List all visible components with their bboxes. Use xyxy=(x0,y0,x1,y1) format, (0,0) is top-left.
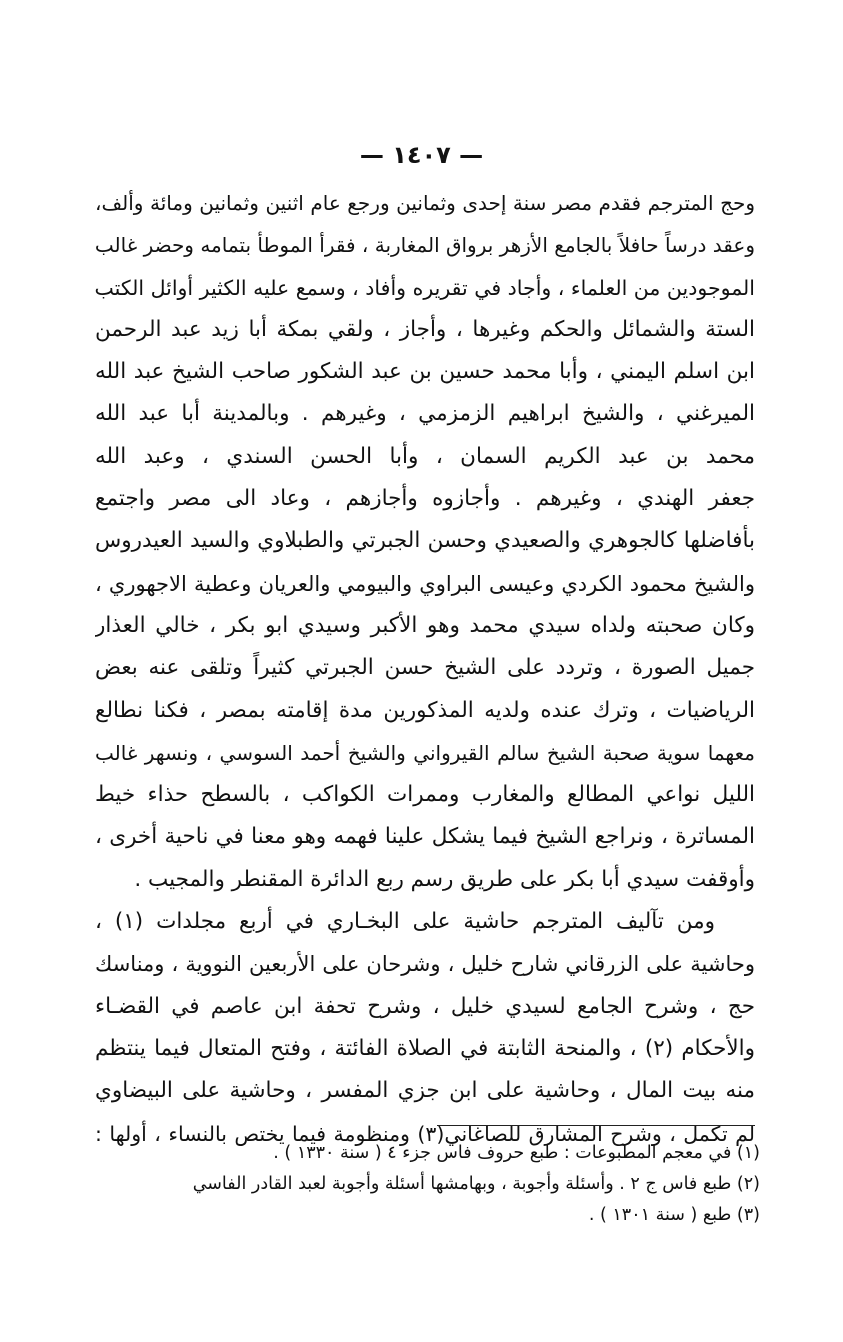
text-line: الليل نواعي المطالع والمغارب وممرات الكواكب ، بالسطح حذاء خيط xyxy=(95,782,755,808)
text-line: بأفاضلها كالجوهري والصعيدي وحسن الجبرتي والطبلاوي والسيد العيدروس xyxy=(95,528,755,554)
text-line: جعفر الهندي ، وغيرهم . وأجازوه وأجازهم ، وعاد الى مصر واجتمع xyxy=(95,486,755,512)
text-line: الميرغني ، والشيخ ابراهيم الزمزمي ، وغيرهم . وبالمدينة أبا عبد الله xyxy=(95,401,755,427)
text-line: معهما سوية صحبة الشيخ سالم القيرواني والشيخ أحمد السوسي ، ونسهر غالب xyxy=(95,740,755,765)
page-number: — ١٤٠٧ — xyxy=(359,141,484,169)
text-line: والأحكام (٢) ، والمنحة الثابتة في الصلاة الفائتة ، وفتح المتعال فيما ينتظم xyxy=(95,1035,755,1061)
text-line: ابن اسلم اليمني ، وأبا محمد حسين بن عبد الشكور صاحب الشيخ عبد الله xyxy=(95,359,755,385)
text-line: محمد بن عبد الكريم السمان ، وأبا الحسن السندي ، وعبد الله xyxy=(95,443,755,469)
main-text xyxy=(95,182,755,1155)
text-line: الستة والشمائل والحكم وغيرها ، وأجاز ، ولقي بمكة أبا زيد عبد الرحمن xyxy=(95,316,755,342)
text-line: وكان صحبته ولداه سيدي محمد وهو الأكبر وسيدي ابو بكر ، خالي العذار xyxy=(95,612,755,638)
paragraph-works xyxy=(95,901,755,1155)
text-line: الموجودين من العلماء ، وأجاد في تقريره وأفاد ، وسمع عليه الكثير أوائل الكتب xyxy=(95,275,755,300)
text-line: وحاشية على الزرقاني شارح خليل ، وشرحان على الأربعين النووية ، ومناسك xyxy=(95,952,755,977)
text-line: وحج المترجم فقدم مصر سنة إحدى وثمانين ورجع عام اثنين وثمانين ومائة وألف، xyxy=(95,191,755,215)
footnote-1: (١) في معجم المطبوعات : طبع حروف فاس جزء ٤ ( سنة ١٣٣٠ ) . xyxy=(273,1143,760,1163)
footnote-2: (٢) طبع فاس ج ٢ . وأسئلة وأجوبة ، وبهامشها أسئلة وأجوبة لعبد القادر الفاسي xyxy=(192,1174,760,1194)
footnotes xyxy=(95,1138,760,1231)
footnote-divider xyxy=(437,1125,755,1126)
text-line: وأوقفت سيدي أبا بكر على طريق رسم ربع الدائرة المقنطر والمجيب . xyxy=(134,866,755,892)
text-line: الرياضيات ، وترك عنده ولديه المذكورين مدة إقامته بمصر ، فكنا نطالع xyxy=(95,697,755,723)
text-line: ومن تآليف المترجم حاشية على البخـاري في أربع مجلدات (١) ، xyxy=(95,909,715,935)
text-line: منه بيت المال ، وحاشية على ابن جزي المفسر ، وحاشية على البيضاوي xyxy=(95,1078,755,1104)
text-line: جميل الصورة ، وتردد على الشيخ حسن الجبرتي كثيراً وتلقى عنه بعض xyxy=(95,655,755,681)
text-line: والشيخ محمود الكردي وعيسى البراوي والبيومي والعريان وعطية الاجهوري ، xyxy=(95,571,755,596)
footnote-3: (٣) طبع ( سنة ١٣٠١ ) . xyxy=(588,1205,760,1225)
text-line: وعقد درساً حافلاً بالجامع الأزهر برواق المغاربة ، فقرأ الموطأ بتمامه وحضر غالب xyxy=(95,233,755,258)
text-line: المساترة ، ونراجع الشيخ فيما يشكل علينا فهمه وهو معنا في ناحية أخرى ، xyxy=(95,824,755,850)
paragraph-biography xyxy=(95,182,755,901)
text-line: لم تكمل ، وشرح المشارق للصاغاني(٣) ومنظومة فيما يختص بالنساء ، أولها : xyxy=(95,1121,755,1146)
text-line: حج ، وشرح الجامع لسيدي خليل ، وشرح تحفة ابن عاصم في القضـاء xyxy=(95,993,755,1019)
